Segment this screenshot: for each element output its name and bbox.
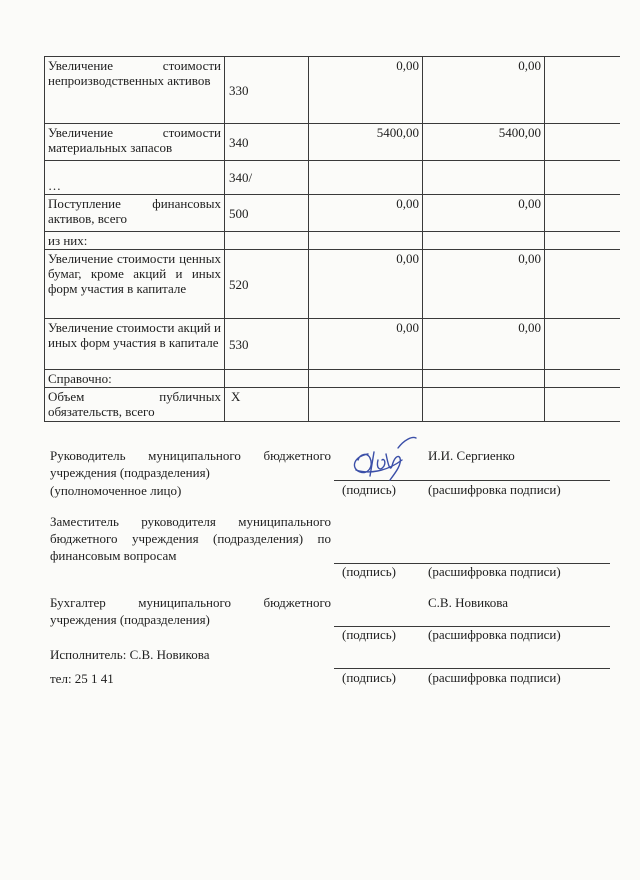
row-value-2: 0,00 <box>423 195 545 232</box>
financial-assets-table <box>44 56 620 422</box>
row-value-2 <box>423 232 545 250</box>
row-value-3 <box>545 161 620 195</box>
executor-signature-line <box>334 668 610 669</box>
row-value-1 <box>309 388 423 422</box>
table-row <box>45 195 620 232</box>
row-code: X <box>225 388 309 422</box>
row-value-1 <box>309 370 423 388</box>
row-name: Поступление финансовых активов, всего <box>45 195 225 232</box>
row-name: Увеличение стоимости материальных запасов <box>45 124 225 161</box>
row-value-2: 0,00 <box>423 250 545 319</box>
deputy-caption-decode: (расшифровка подписи) <box>428 564 561 579</box>
deputy-caption-sign: (подпись) <box>342 564 396 579</box>
head-caption-sign: (подпись) <box>342 482 396 497</box>
row-code <box>225 232 309 250</box>
accountant-caption-sign: (подпись) <box>342 627 396 642</box>
row-code: 500 <box>225 195 309 232</box>
table-row <box>45 388 620 422</box>
row-value-3 <box>545 124 620 161</box>
head-name: И.И. Сергиенко <box>428 448 515 463</box>
executor-label: Исполнитель: С.В. Новикова <box>50 647 210 662</box>
row-value-1: 0,00 <box>309 319 423 370</box>
row-name: из них: <box>45 232 225 250</box>
row-value-1 <box>309 161 423 195</box>
table-row <box>45 161 620 195</box>
row-value-2 <box>423 370 545 388</box>
row-name: … <box>45 161 225 195</box>
row-value-2: 0,00 <box>423 57 545 124</box>
row-code: 520 <box>225 250 309 319</box>
row-code: 340/ <box>225 161 309 195</box>
executor-caption-decode: (расшифровка подписи) <box>428 670 561 685</box>
executor-caption-sign: (подпись) <box>342 670 396 685</box>
row-value-3 <box>545 250 620 319</box>
phone-label: тел: 25 1 41 <box>50 671 114 686</box>
table-row <box>45 232 620 250</box>
row-code: 530 <box>225 319 309 370</box>
head-caption-decode: (расшифровка подписи) <box>428 482 561 497</box>
row-value-3 <box>545 232 620 250</box>
accountant-title: Бухгалтер муниципального бюджетного учреждения (подразделения) <box>50 595 331 627</box>
row-value-3 <box>545 319 620 370</box>
row-value-3 <box>545 388 620 422</box>
row-value-2 <box>423 388 545 422</box>
row-name: Объем публичных обязательств, всего <box>45 388 225 422</box>
row-value-2 <box>423 161 545 195</box>
row-value-2: 5400,00 <box>423 124 545 161</box>
head-subtitle: (уполномоченное лицо) <box>50 483 182 498</box>
row-name: Увеличение стоимости акций и иных форм участия в капитале <box>45 319 225 370</box>
row-value-3 <box>545 195 620 232</box>
table-row <box>45 57 620 124</box>
row-value-1: 0,00 <box>309 57 423 124</box>
table-row <box>45 250 620 319</box>
table-row <box>45 124 620 161</box>
accountant-caption-decode: (расшифровка подписи) <box>428 627 561 642</box>
table-row <box>45 370 620 388</box>
row-name: Увеличение стоимости ценных бумаг, кроме акций и иных форм участия в капитале <box>45 250 225 319</box>
deputy-title: Заместитель руководителя муниципального бюджетного учреждения (подразделения) по финансовым вопросам <box>50 514 331 563</box>
row-value-1: 0,00 <box>309 250 423 319</box>
row-value-2: 0,00 <box>423 319 545 370</box>
head-title: Руководитель муниципального бюджетного учреждения (подразделения) <box>50 448 331 480</box>
row-code: 330 <box>225 57 309 124</box>
row-code <box>225 370 309 388</box>
row-value-3 <box>545 370 620 388</box>
row-value-1 <box>309 232 423 250</box>
row-value-1: 5400,00 <box>309 124 423 161</box>
accountant-name: С.В. Новикова <box>428 595 508 610</box>
handwritten-signature-icon <box>338 430 418 490</box>
row-name: Увеличение стоимости непроизводственных активов <box>45 57 225 124</box>
table-row <box>45 319 620 370</box>
row-code: 340 <box>225 124 309 161</box>
row-name: Справочно: <box>45 370 225 388</box>
row-value-3 <box>545 57 620 124</box>
row-value-1: 0,00 <box>309 195 423 232</box>
